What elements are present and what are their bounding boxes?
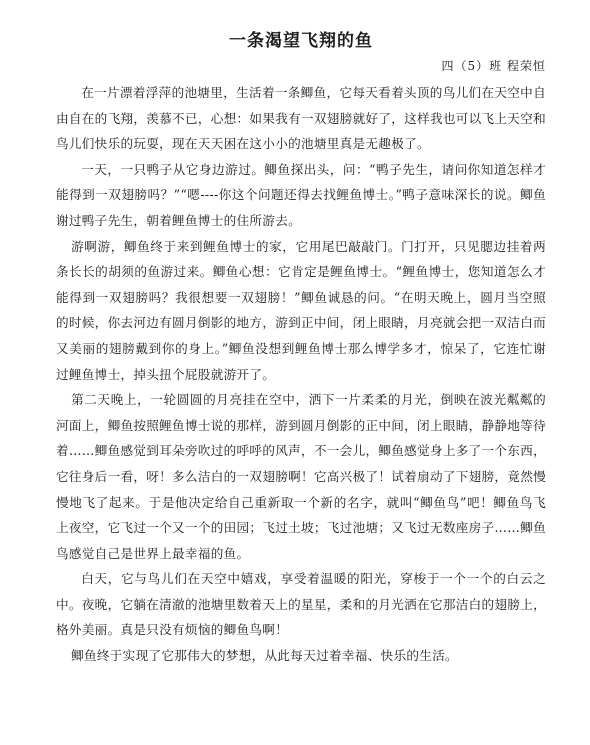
author-byline: 四（5）班 程荣恒 (441, 59, 546, 73)
paragraph-4: 第二天晚上，一轮圆圆的月亮挂在空中，洒下一片柔柔的月光，倒映在波光粼粼的河面上，鲫鱼按照鲤鱼博士说的那样，游到圆月倒影的正中间，闭上眼睛，静静地等待着……鲫鱼感觉到耳朵旁吹过的呼呼的风声，不一会儿，鲫鱼感觉身上多了一个东西，它往身后一看，呀！多么洁白的一双翅膀啊！它高兴极了！试着扇动了下翅膀，竟然慢慢地飞了起来。于是他决定给自己重新取一个新的名字，就叫“鲫鱼鸟”吧！鲫鱼鸟飞上夜空，它飞过一个又一个的田园；飞过土坡；飞过池塘；又飞过无数座房子……鲫鱼鸟感觉自己是世界上最幸福的鱼。 (56, 392, 546, 561)
essay-title: 一条渴望飞翔的鱼 (229, 31, 373, 51)
essay-body (56, 80, 546, 669)
paragraph-3: 游啊游，鲫鱼终于来到鲤鱼博士的家，它用尾巴敲敲门。门打开，只见腮边挂着两条长长的胡须的鱼游过来。鲫鱼心想：它肯定是鲤鱼博士。“鲤鱼博士，您知道怎么才能得到一双翅膀吗？我很想要一双翅膀！”鲫鱼诚恳的问。“在明天晚上，圆月当空照的时候，你去河边有圆月倒影的地方，游到正中间，闭上眼睛，月亮就会把一双洁白而又美丽的翅膀戴到你的身上。”鲫鱼没想到鲤鱼博士那么博学多才，惊呆了，它连忙谢过鲤鱼博士，掉头扭个屁股就游开了。 (56, 238, 546, 382)
paragraph-6: 鲫鱼终于实现了它那伟大的梦想，从此每天过着幸福、快乐的生活。 (71, 648, 458, 664)
paragraph-1: 在一片漂着浮萍的池塘里，生活着一条鲫鱼，它每天看着头顶的鸟儿们在天空中自由自在的飞翔，羡慕不已，心想：如果我有一双翅膀就好了，这样我也可以飞上天空和鸟儿们快乐的玩耍，现在天天困在这小小的池塘里真是无趣极了。 (56, 85, 546, 152)
paragraph-5: 白天，它与鸟儿们在天空中嬉戏，享受着温暖的阳光，穿梭于一个一个的白云之中。夜晚，它躺在清澈的池塘里数着天上的星星，柔和的月光洒在它那洁白的翅膀上，格外美丽。真是只没有烦恼的鲫鱼鸟啊！ (56, 571, 546, 638)
paragraph-2: 一天，一只鸭子从它身边游过。鲫鱼探出头，问：“鸭子先生，请问你知道怎样才能得到一双翅膀吗？”“嗯----你这个问题还得去找鲤鱼博士。”鸭子意味深长的说。鲫鱼谢过鸭子先生，朝着鲤鱼博士的住所游去。 (56, 161, 546, 228)
